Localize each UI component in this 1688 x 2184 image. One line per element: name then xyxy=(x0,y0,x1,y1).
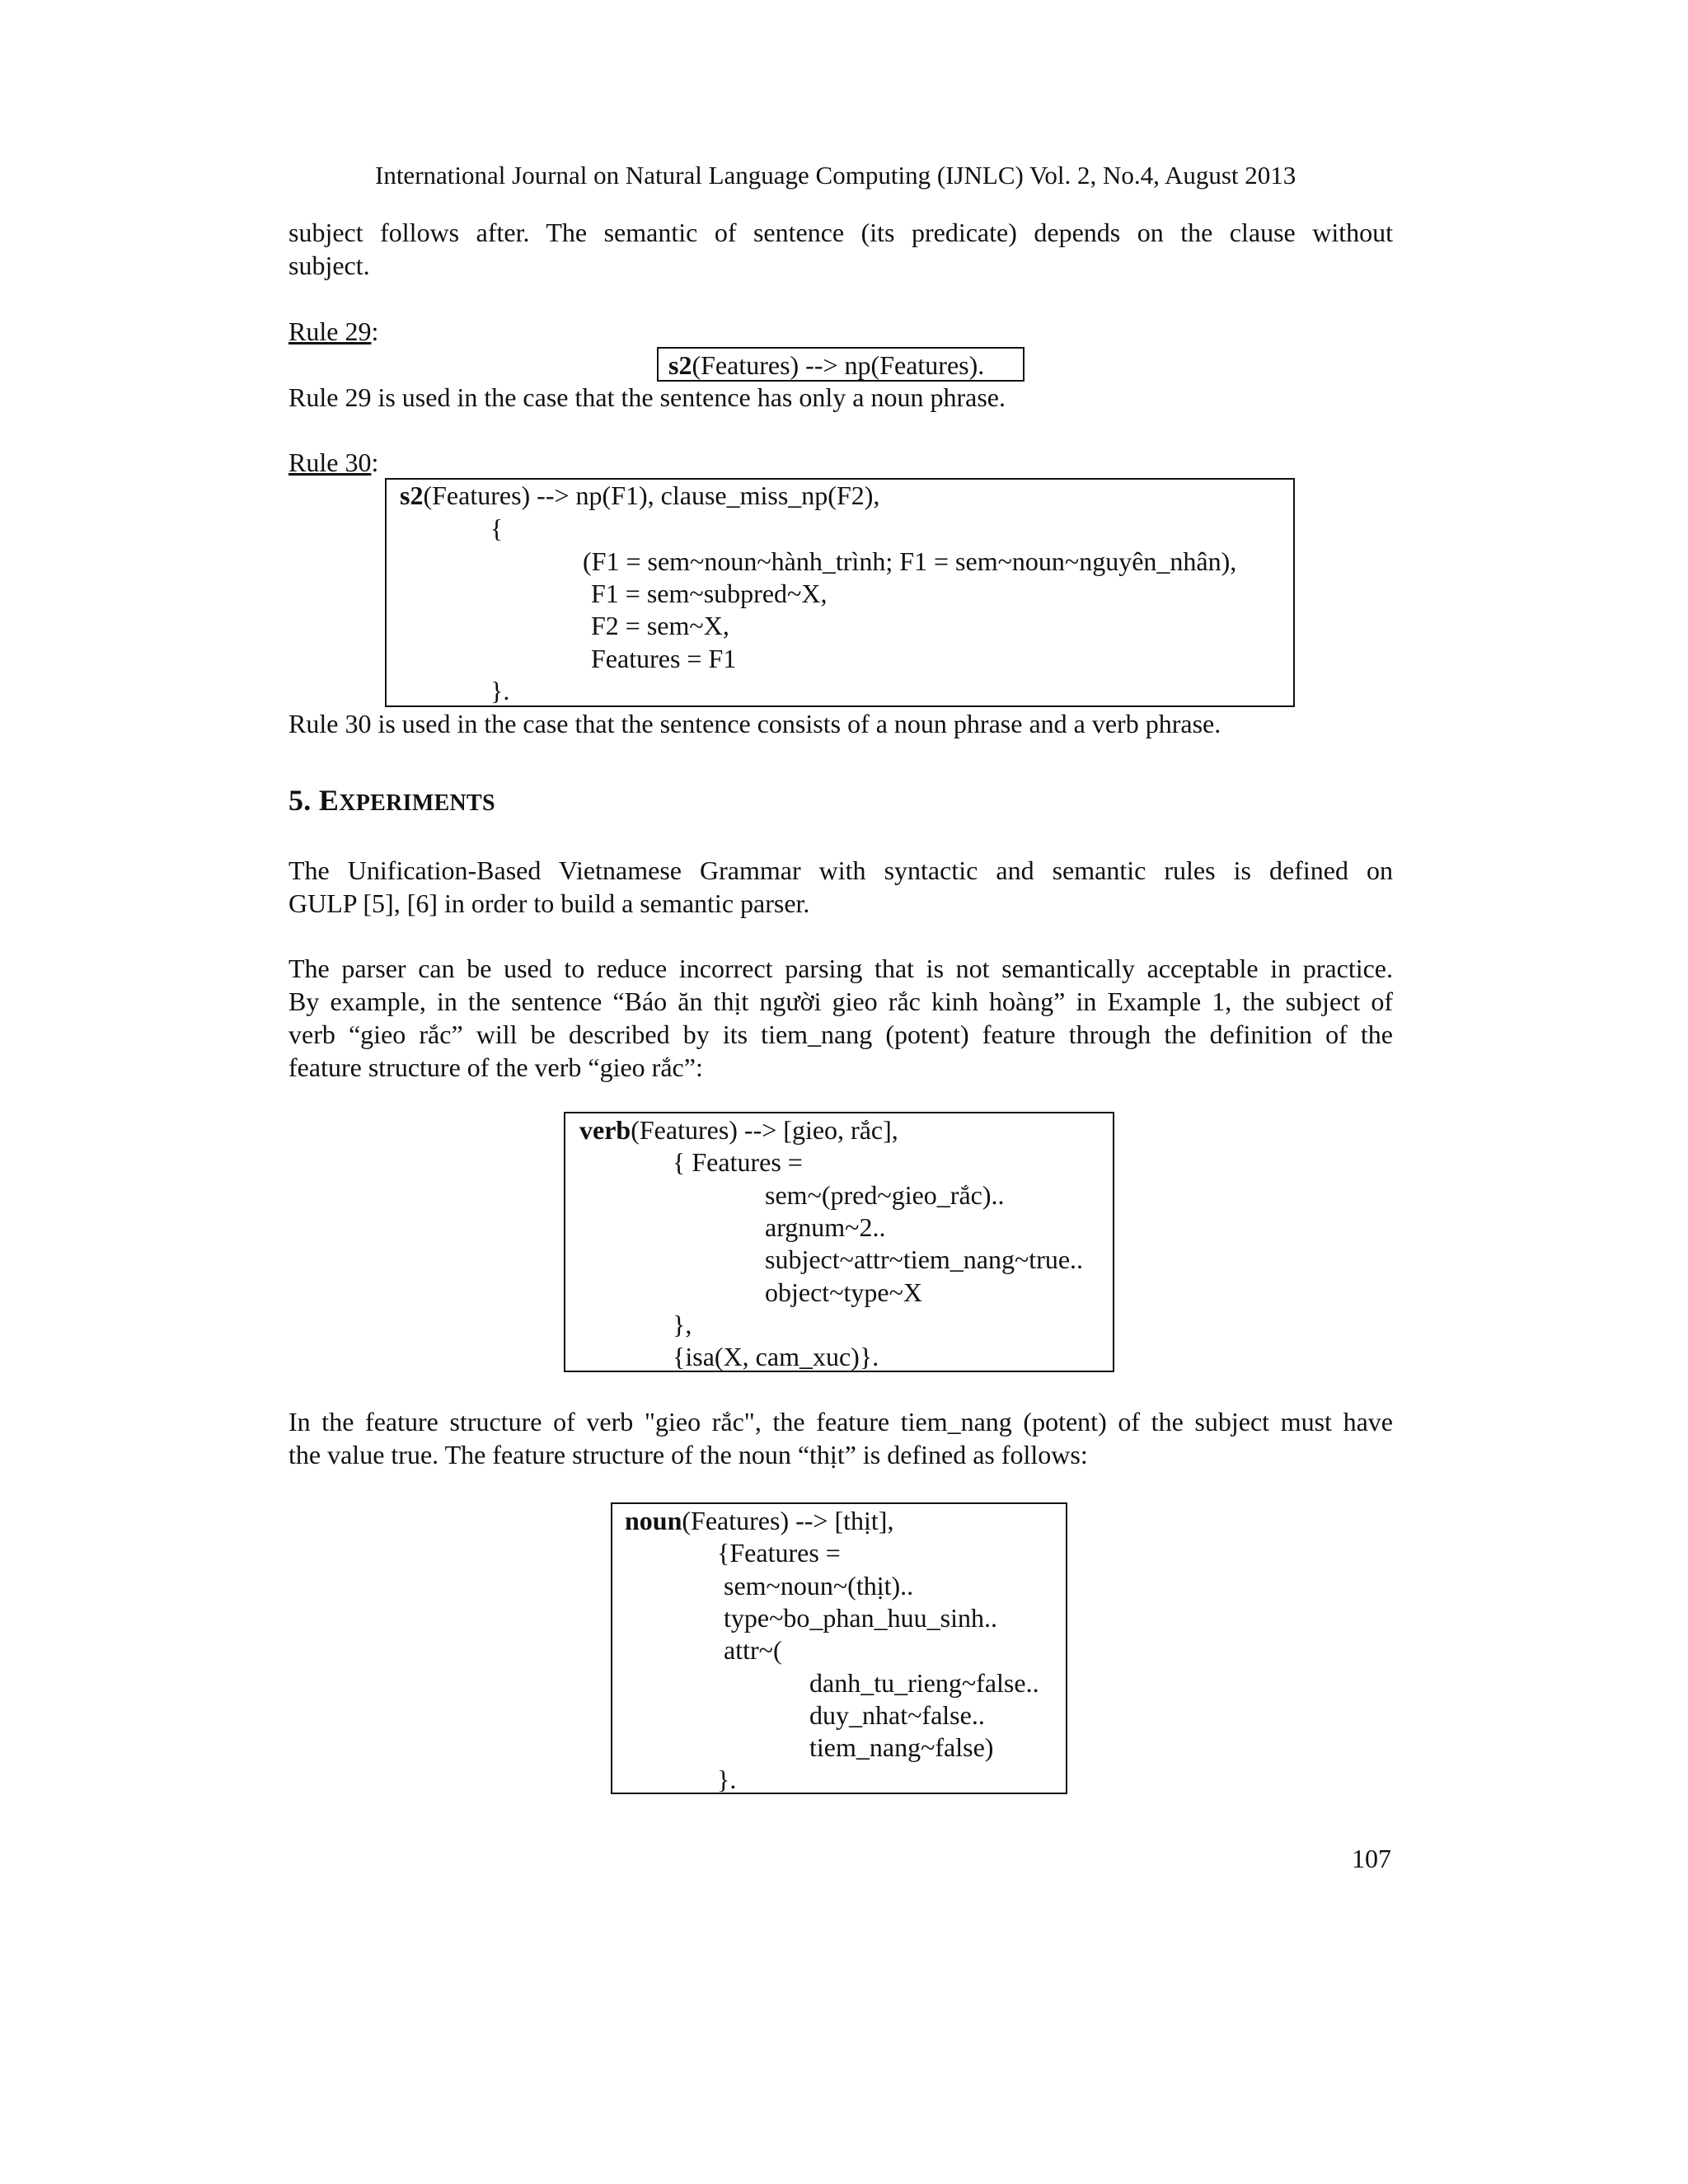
rule29-code-head: s2 xyxy=(668,350,692,380)
rule30-label-text: Rule 30 xyxy=(288,448,372,477)
code-line: F1 = sem~subpred~X, xyxy=(591,579,828,608)
rule30-label xyxy=(288,446,378,479)
paragraph-grammar xyxy=(288,854,1393,920)
text-line: In the feature structure of verb "gieo rắc", the feature tiem_nang (potent) of the subject must have xyxy=(288,1407,1393,1436)
rule30-code-head: s2 xyxy=(400,480,424,510)
code-line: argnum~2.. xyxy=(765,1212,886,1242)
code-line: attr~( xyxy=(724,1635,782,1665)
verb-code-head-line xyxy=(579,1113,898,1146)
paragraph-parser xyxy=(288,952,1393,1084)
code-line: (F1 = sem~noun~hành_trình; F1 = sem~noun~nguyên_nhân), xyxy=(583,546,1237,576)
rule30-description: Rule 30 is used in the case that the sentence consists of a noun phrase and a verb phrase. xyxy=(288,709,1221,738)
text-line: subject follows after. The semantic of sentence (its predicate) depends on the clause without xyxy=(288,218,1393,247)
noun-feature-box xyxy=(611,1502,1067,1794)
rule29-code-rest: (Features) --> np(Features). xyxy=(692,350,985,380)
verb-feature-box xyxy=(564,1112,1114,1372)
rule30-code-rest: (Features) --> np(F1), clause_miss_np(F2), xyxy=(423,480,880,510)
rule29-code xyxy=(668,349,984,382)
rule30-colon: : xyxy=(371,448,379,477)
text-line: verb “gieo rắc” will be described by its tiem_nang (potent) feature through the definition of the xyxy=(288,1019,1393,1049)
code-line: type~bo_phan_huu_sinh.. xyxy=(724,1603,997,1633)
text-line: subject. xyxy=(288,251,370,280)
text-line: GULP [5], [6] in order to build a semantic parser. xyxy=(288,888,810,918)
section-title-rest: XPERIMENTS xyxy=(339,790,495,816)
section-heading xyxy=(288,783,495,818)
intro-paragraph xyxy=(288,216,1393,282)
code-line: }. xyxy=(717,1765,737,1794)
code-line: danh_tu_rieng~false.. xyxy=(809,1668,1039,1698)
section-number: 5. xyxy=(288,784,319,817)
journal-header: International Journal on Natural Language Computing (IJNLC) Vol. 2, No.4, August 2013 xyxy=(375,161,1296,190)
code-line: sem~noun~(thịt).. xyxy=(724,1571,914,1601)
verb-code-rest: (Features) --> [gieo, rắc], xyxy=(631,1115,898,1145)
code-line: sem~(pred~gieo_rắc).. xyxy=(765,1180,1005,1210)
verb-code-head: verb xyxy=(579,1115,631,1145)
rule30-code-head-line xyxy=(400,479,879,512)
rule29-label xyxy=(288,315,378,348)
code-line: F2 = sem~X, xyxy=(591,611,729,640)
code-line: }. xyxy=(490,676,510,705)
noun-code-rest: (Features) --> [thịt], xyxy=(682,1506,894,1535)
text-line: feature structure of the verb “gieo rắc”: xyxy=(288,1052,703,1082)
rule29-label-text: Rule 29 xyxy=(288,316,372,346)
page-number: 107 xyxy=(1352,1844,1391,1873)
code-line: subject~attr~tiem_nang~true.. xyxy=(765,1244,1084,1274)
noun-code-head: noun xyxy=(625,1506,682,1535)
code-line: duy_nhat~false.. xyxy=(809,1700,985,1730)
paragraph-feature xyxy=(288,1405,1393,1471)
code-line: {isa(X, cam_xuc)}. xyxy=(673,1342,879,1371)
rule29-code-box xyxy=(657,347,1025,382)
rule30-code-box xyxy=(385,478,1295,707)
text-line: The Unification-Based Vietnamese Grammar with syntactic and semantic rules is defined on xyxy=(288,855,1393,885)
code-line: { Features = xyxy=(673,1147,803,1177)
code-line: {Features = xyxy=(717,1538,841,1568)
code-line: { xyxy=(490,513,504,543)
noun-code-head-line xyxy=(625,1504,893,1537)
text-line: The parser can be used to reduce incorrect parsing that is not semantically acceptable in practice. xyxy=(288,954,1393,983)
rule29-colon: : xyxy=(371,316,379,346)
text-line: the value true. The feature structure of the noun “thịt” is defined as follows: xyxy=(288,1440,1088,1469)
code-line: }, xyxy=(673,1310,692,1339)
code-line: object~type~X xyxy=(765,1277,923,1307)
code-line: Features = F1 xyxy=(591,644,737,673)
section-title-initial: E xyxy=(318,784,340,817)
code-line: tiem_nang~false) xyxy=(809,1732,994,1762)
text-line: By example, in the sentence “Báo ăn thịt người gieo rắc kinh hoàng” in Example 1, the subject of xyxy=(288,987,1393,1016)
rule29-description: Rule 29 is used in the case that the sentence has only a noun phrase. xyxy=(288,382,1006,412)
